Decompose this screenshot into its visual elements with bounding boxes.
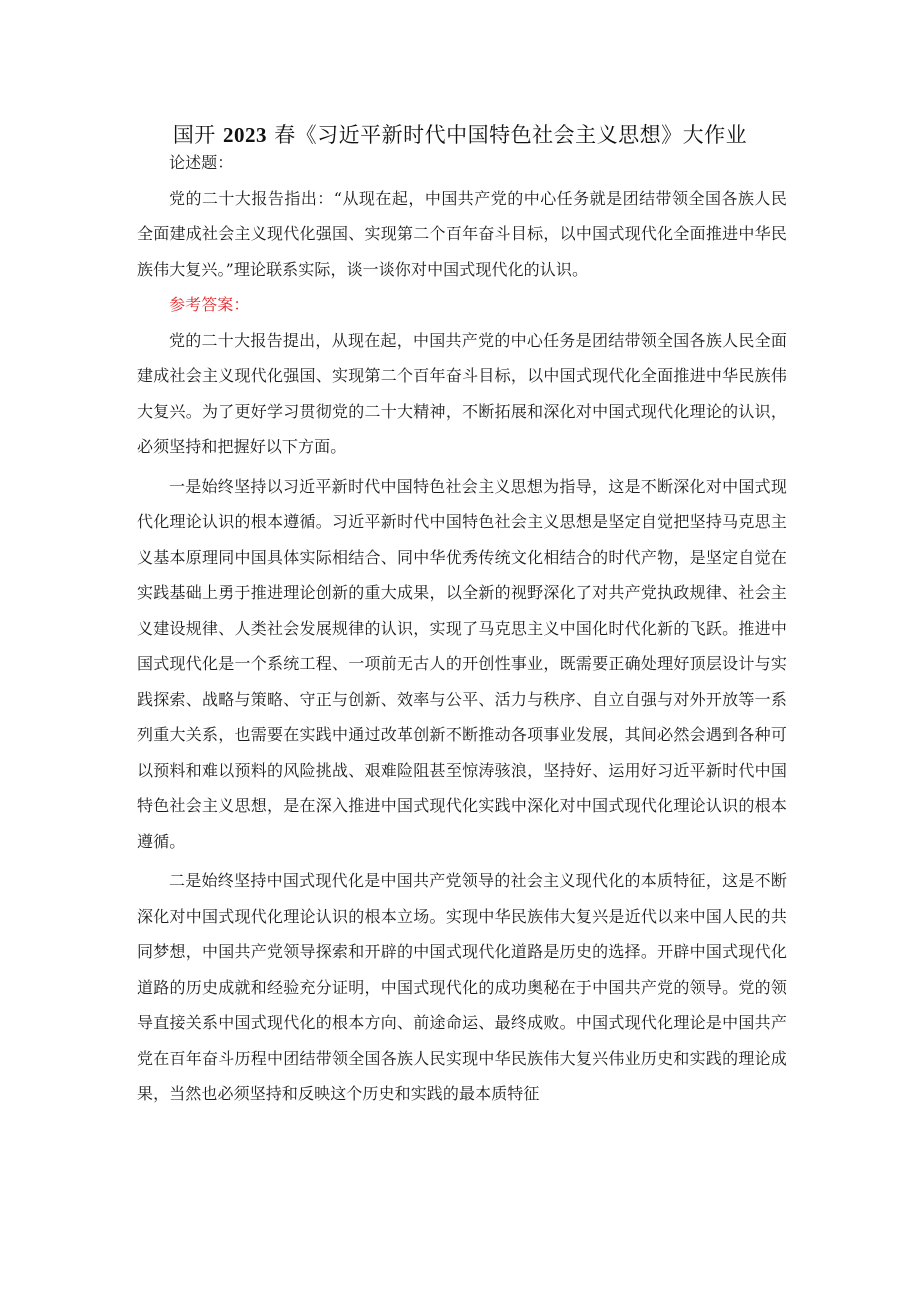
title-year: 2023 — [223, 123, 267, 147]
document-body — [137, 145, 787, 1112]
title-prefix: 国开 — [172, 123, 216, 147]
answer-label: 参考答案： — [169, 295, 250, 314]
question-text: 党的二十大报告指出：“从现在起，中国共产党的中心任务就是团结带领全国各族人民全面建成社会主义现代化强国、实现第二个百年奋斗目标，以中国式现代化全面推进中华民族伟大复兴。”理论联系实际，谈一谈你对中国式现代化的认识。 — [137, 188, 787, 279]
answer-paragraph-intro: 党的二十大报告提出，从现在起，中国共产党的中心任务是团结带领全国各族人民全面建成社会主义现代化强国、实现第二个百年奋斗目标，以中国式现代化全面推进中华民族伟大复兴。为了更好学习贯彻党的二十大精神，不断拓展和深化对中国式现代化理论的认识，必须坚持和把握好以下方面。 — [137, 330, 787, 456]
title-suffix: 春《习近平新时代中国特色社会主义思想》大作业 — [274, 123, 748, 147]
answer-paragraph-point-2: 二是始终坚持中国式现代化是中国共产党领导的社会主义现代化的本质特征，这是不断深化对中国式现代化理论认识的根本立场。实现中华民族伟大复兴是近代以来中国人民的共同梦想，中国共产党领导探索和开辟的中国式现代化道路是历史的选择。开辟中国式现代化道路的历史成就和经验充分证明，中国式现代化的成功奥秘在于中国共产党的领导。党的领导直接关系中国式现代化的根本方向、前途命运、最终成败。中国式现代化理论是中国共产党在百年奋斗历程中团结带领全国各族人民实现中华民族伟大复兴伟业历史和实践的理论成果，当然也必须坚持和反映这个历史和实践的最本质特征 — [137, 871, 787, 1103]
question-type-label: 论述题： — [169, 153, 234, 172]
answer-paragraph-point-1: 一是始终坚持以习近平新时代中国特色社会主义思想为指导，这是不断深化对中国式现代化理论认识的根本遵循。习近平新时代中国特色社会主义思想是坚定自觉把坚持马克思主义基本原理同中国具体实际相结合、同中华优秀传统文化相结合的时代产物，是坚定自觉在实践基础上勇于推进理论创新的重大成果，以全新的视野深化了对共产党执政规律、社会主义建设规律、人类社会发展规律的认识，实现了马克思主义中国化时代化新的飞跃。推进中国式现代化是一个系统工程、一项前无古人的开创性事业，既需要正确处理好顶层设计与实践探索、战略与策略、守正与创新、效率与公平、活力与秩序、自立自强与对外开放等一系列重大关系，也需要在实践中通过改革创新不断推动各项事业发展，其间必然会遇到各种可以预料和难以预料的风险挑战、艰难险阻甚至惊涛骇浪，坚持好、运用好习近平新时代中国特色社会主义思想，是在深入推进中国式现代化实践中深化对中国式现代化理论认识的根本遵循。 — [137, 476, 787, 851]
